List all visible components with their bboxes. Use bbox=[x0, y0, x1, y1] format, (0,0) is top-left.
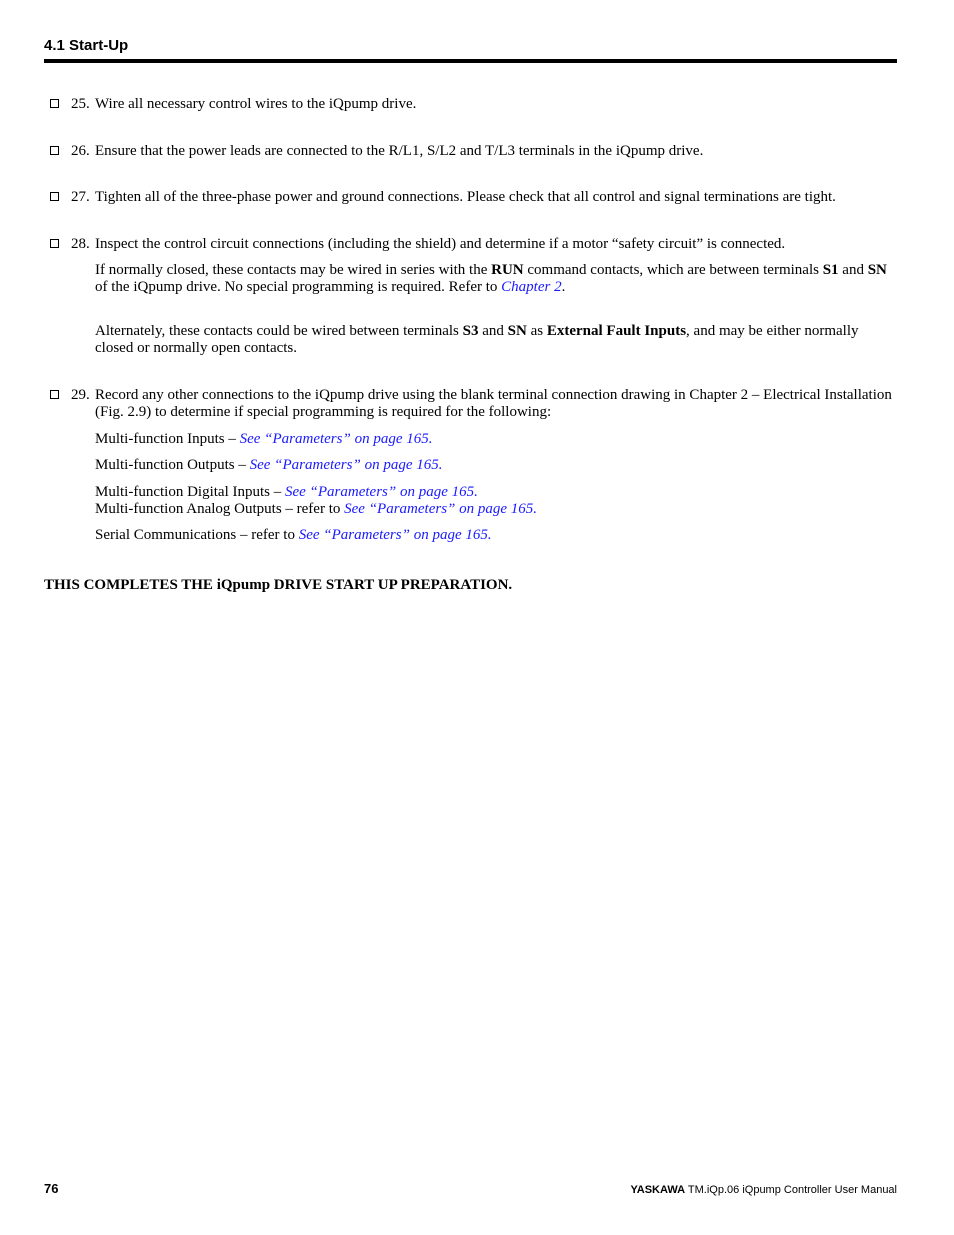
separator: – bbox=[224, 431, 240, 447]
text: If normally closed, these contacts may be wired in series with the bbox=[95, 262, 492, 278]
external-fault-inputs-label: External Fault Inputs bbox=[546, 323, 687, 339]
header-rule bbox=[44, 59, 897, 63]
page-number: 76 bbox=[44, 1181, 59, 1196]
item-28-paragraph-alternately bbox=[95, 323, 895, 357]
checkbox-icon[interactable] bbox=[50, 99, 59, 108]
sub-item-multifunction-analog-outputs bbox=[95, 501, 895, 518]
sub-item-label: Multi-function Analog Outputs – refer to bbox=[95, 501, 345, 517]
sub-item-label: Multi-function Digital Inputs bbox=[95, 484, 270, 500]
sub-item-multifunction-inputs bbox=[95, 431, 895, 448]
manual-title: TM.iQp.06 iQpump Controller User Manual bbox=[685, 1184, 897, 1196]
item-text: Wire all necessary control wires to the iQpump drive. bbox=[95, 96, 417, 112]
item-text: Record any other connections to the iQpump drive using the blank terminal connection drawing in Chapter 2 – Electrical Installation (Fig. 2.9) to determine if special programming is required for the following: bbox=[95, 387, 892, 420]
parameters-link[interactable]: See “Parameters” on page 165. bbox=[284, 484, 478, 500]
text: . bbox=[561, 279, 566, 295]
terminal-sn-label: SN bbox=[507, 323, 527, 339]
item-number: 29. bbox=[71, 387, 90, 403]
sub-item-multifunction-outputs bbox=[95, 457, 895, 474]
sub-item-label: Serial Communications – refer to bbox=[95, 527, 299, 543]
checkbox-icon[interactable] bbox=[50, 192, 59, 201]
item-28-paragraph-normally-closed bbox=[95, 262, 895, 296]
chapter-2-link[interactable]: Chapter 2 bbox=[501, 279, 562, 295]
parameters-link[interactable]: See “Parameters” on page 165. bbox=[239, 431, 433, 447]
item-number: 28. bbox=[71, 236, 90, 252]
parameters-link[interactable]: See “Parameters” on page 165. bbox=[249, 457, 443, 473]
item-text: Tighten all of the three-phase power and ground connections. Please check that all control and signal terminations are tight. bbox=[95, 189, 836, 205]
text: of the iQpump drive. No special programming is required. Refer to bbox=[95, 279, 502, 295]
terminal-s3-label: S3 bbox=[462, 323, 479, 339]
checkbox-icon[interactable] bbox=[50, 239, 59, 248]
item-text: Inspect the control circuit connections (including the shield) and determine if a motor “safety circuit” is connected. bbox=[95, 236, 786, 252]
terminal-s1-label: S1 bbox=[822, 262, 839, 278]
run-command-label: RUN bbox=[491, 262, 524, 278]
text: and bbox=[478, 323, 508, 339]
sub-item-multifunction-digital-inputs bbox=[95, 484, 895, 501]
item-number: 25. bbox=[71, 96, 90, 112]
item-number: 27. bbox=[71, 189, 90, 205]
item-text: Ensure that the power leads are connected to the R/L1, S/L2 and T/L3 terminals in the iQpump drive. bbox=[95, 143, 704, 159]
item-number: 26. bbox=[71, 143, 90, 159]
text: , and may be either normally closed or normally open contacts. bbox=[95, 323, 859, 356]
brand-name: YASKAWA bbox=[630, 1184, 686, 1196]
checkbox-icon[interactable] bbox=[50, 146, 59, 155]
sub-item-serial-communications bbox=[95, 527, 895, 544]
terminal-sn-label: SN bbox=[867, 262, 887, 278]
text: command contacts, which are between terminals bbox=[523, 262, 823, 278]
separator: – bbox=[269, 484, 285, 500]
parameters-link[interactable]: See “Parameters” on page 165. bbox=[298, 527, 492, 543]
section-title: 4.1 Start-Up bbox=[44, 37, 129, 54]
text: and bbox=[838, 262, 868, 278]
checkbox-icon[interactable] bbox=[50, 390, 59, 399]
sub-item-label: Multi-function Inputs bbox=[95, 431, 225, 447]
footer-manual-title bbox=[630, 1183, 897, 1197]
parameters-link[interactable]: See “Parameters” on page 165. bbox=[344, 501, 538, 517]
text: Alternately, these contacts could be wired between terminals bbox=[95, 323, 463, 339]
sub-item-label: Multi-function Outputs – bbox=[95, 457, 250, 473]
closing-statement: THIS COMPLETES THE iQpump DRIVE START UP PREPARATION. bbox=[44, 577, 513, 593]
text: as bbox=[526, 323, 547, 339]
